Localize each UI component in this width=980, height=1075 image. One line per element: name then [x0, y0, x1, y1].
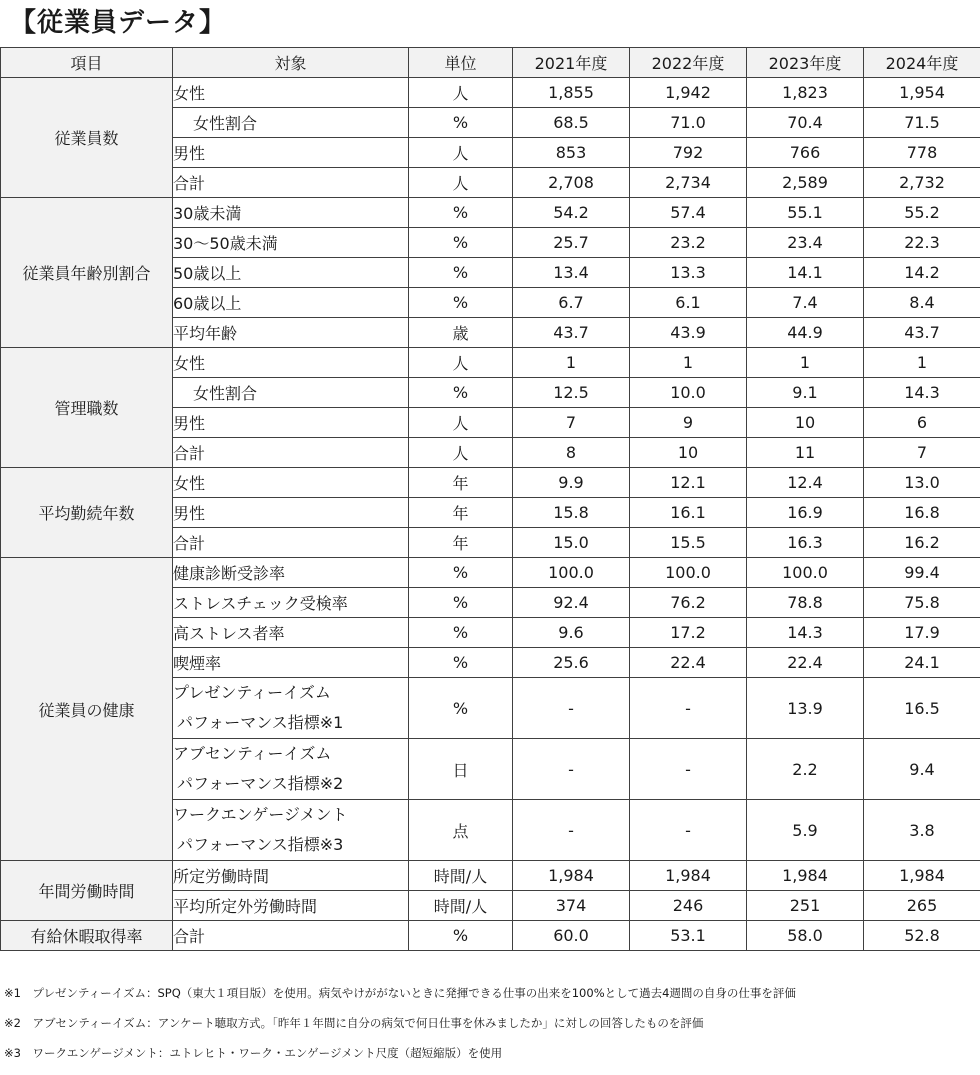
value-cell-fy2022: 53.1	[630, 921, 747, 951]
target-cell	[173, 168, 409, 198]
target-cell	[173, 318, 409, 348]
value-cell-fy2021: 25.6	[513, 648, 630, 678]
category-cell: 従業員年齢別割合	[1, 198, 173, 348]
target-label: 男性	[173, 414, 205, 433]
value-cell-fy2023: 2,589	[747, 168, 864, 198]
target-cell	[173, 498, 409, 528]
target-cell	[173, 528, 409, 558]
value-cell-fy2024: 24.1	[864, 648, 980, 678]
header-target: 対象	[173, 48, 409, 78]
value-cell-fy2023: 16.3	[747, 528, 864, 558]
value-cell-fy2022: 17.2	[630, 618, 747, 648]
target-cell	[173, 138, 409, 168]
value-cell-fy2023: 22.4	[747, 648, 864, 678]
unit-cell: %	[409, 288, 513, 318]
value-cell-fy2023: 1	[747, 348, 864, 378]
value-cell-fy2022: 76.2	[630, 588, 747, 618]
value-cell-fy2022: 100.0	[630, 558, 747, 588]
value-cell-fy2023: 10	[747, 408, 864, 438]
target-label: 平均年齢	[173, 324, 237, 343]
header-item: 項目	[1, 48, 173, 78]
value-cell-fy2021: 1,855	[513, 78, 630, 108]
unit-cell: %	[409, 198, 513, 228]
value-cell-fy2022: 9	[630, 408, 747, 438]
target-label: ワークエンゲージメント	[173, 805, 348, 824]
value-cell-fy2023: 55.1	[747, 198, 864, 228]
value-cell-fy2021: 15.0	[513, 528, 630, 558]
table-row	[1, 468, 980, 498]
value-cell-fy2023: 16.9	[747, 498, 864, 528]
value-cell-fy2021: 2,708	[513, 168, 630, 198]
value-cell-fy2023: 13.9	[747, 678, 864, 739]
value-cell-fy2021: 1,984	[513, 861, 630, 891]
value-cell-fy2022: 15.5	[630, 528, 747, 558]
value-cell-fy2023: 766	[747, 138, 864, 168]
target-cell	[173, 588, 409, 618]
value-cell-fy2024: 265	[864, 891, 980, 921]
value-cell-fy2024: 22.3	[864, 228, 980, 258]
value-cell-fy2021: 43.7	[513, 318, 630, 348]
value-cell-fy2021: 7	[513, 408, 630, 438]
value-cell-fy2022: 22.4	[630, 648, 747, 678]
target-label: 高ストレス者率	[173, 624, 285, 643]
value-cell-fy2023: 14.3	[747, 618, 864, 648]
footnote-1: ※1 プレゼンティーイズム：SPQ（東大１項目版）を使用。病気やけががないときに発揮できる仕事の出来を100%として過去4週間の自身の仕事を評価	[4, 985, 796, 1015]
value-cell-fy2024: 778	[864, 138, 980, 168]
value-cell-fy2022: 16.1	[630, 498, 747, 528]
target-label: 平均所定外労働時間	[173, 897, 317, 916]
value-cell-fy2021: -	[513, 800, 630, 861]
value-cell-fy2024: 1	[864, 348, 980, 378]
value-cell-fy2023: 58.0	[747, 921, 864, 951]
value-cell-fy2022: 13.3	[630, 258, 747, 288]
target-cell	[173, 861, 409, 891]
unit-cell: %	[409, 258, 513, 288]
value-cell-fy2023: 1,823	[747, 78, 864, 108]
target-label: プレゼンティーイズム	[173, 683, 331, 702]
value-cell-fy2023: 78.8	[747, 588, 864, 618]
table-row	[1, 78, 980, 108]
value-cell-fy2024: 99.4	[864, 558, 980, 588]
target-label: 女性	[173, 354, 205, 373]
value-cell-fy2021: 15.8	[513, 498, 630, 528]
target-label: アブセンティーイズム	[173, 744, 331, 763]
footnote-3: ※3 ワークエンゲージメント：ユトレヒト・ワーク・エンゲージメント尺度（超短縮版）を使用	[4, 1045, 796, 1075]
header-fy2021: 2021年度	[513, 48, 630, 78]
value-cell-fy2022: 12.1	[630, 468, 747, 498]
unit-cell: %	[409, 588, 513, 618]
page-title: 【従業員データ】	[10, 2, 226, 44]
unit-cell: 人	[409, 348, 513, 378]
value-cell-fy2023: 70.4	[747, 108, 864, 138]
table-row	[1, 348, 980, 378]
category-cell: 従業員の健康	[1, 558, 173, 861]
value-cell-fy2024: 9.4	[864, 739, 980, 800]
target-cell	[173, 800, 409, 861]
target-cell	[173, 108, 409, 138]
table-row	[1, 198, 980, 228]
value-cell-fy2024: 52.8	[864, 921, 980, 951]
value-cell-fy2023: 7.4	[747, 288, 864, 318]
target-cell	[173, 618, 409, 648]
target-label: 30歳未満	[173, 204, 241, 223]
table-header-row	[1, 48, 980, 78]
value-cell-fy2021: 54.2	[513, 198, 630, 228]
target-cell	[173, 438, 409, 468]
category-cell: 有給休暇取得率	[1, 921, 173, 951]
category-cell: 平均勤続年数	[1, 468, 173, 558]
value-cell-fy2022: 57.4	[630, 198, 747, 228]
unit-cell: %	[409, 558, 513, 588]
category-cell: 管理職数	[1, 348, 173, 468]
value-cell-fy2024: 71.5	[864, 108, 980, 138]
target-label: 合計	[173, 534, 205, 553]
unit-cell: 人	[409, 78, 513, 108]
target-label: 健康診断受診率	[173, 564, 285, 583]
unit-cell: %	[409, 648, 513, 678]
target-cell	[173, 921, 409, 951]
target-cell	[173, 678, 409, 739]
target-label-line2: パフォーマンス指標※1	[173, 708, 408, 738]
value-cell-fy2024: 8.4	[864, 288, 980, 318]
value-cell-fy2023: 5.9	[747, 800, 864, 861]
value-cell-fy2022: -	[630, 800, 747, 861]
target-cell	[173, 558, 409, 588]
target-label: 60歳以上	[173, 294, 241, 313]
unit-cell: 日	[409, 739, 513, 800]
unit-cell: 時間/人	[409, 891, 513, 921]
target-label: ストレスチェック受検率	[173, 594, 348, 613]
target-cell	[173, 408, 409, 438]
value-cell-fy2024: 43.7	[864, 318, 980, 348]
target-cell	[173, 739, 409, 800]
unit-cell: 人	[409, 138, 513, 168]
header-fy2022: 2022年度	[630, 48, 747, 78]
unit-cell: 人	[409, 438, 513, 468]
unit-cell: 年	[409, 498, 513, 528]
target-cell	[173, 228, 409, 258]
value-cell-fy2024: 1,954	[864, 78, 980, 108]
value-cell-fy2021: 12.5	[513, 378, 630, 408]
target-cell	[173, 891, 409, 921]
unit-cell: %	[409, 228, 513, 258]
value-cell-fy2022: -	[630, 739, 747, 800]
value-cell-fy2021: 92.4	[513, 588, 630, 618]
value-cell-fy2023: 2.2	[747, 739, 864, 800]
value-cell-fy2023: 14.1	[747, 258, 864, 288]
value-cell-fy2022: 1	[630, 348, 747, 378]
unit-cell: 歳	[409, 318, 513, 348]
unit-cell: 人	[409, 168, 513, 198]
category-cell: 従業員数	[1, 78, 173, 198]
value-cell-fy2021: -	[513, 678, 630, 739]
value-cell-fy2022: 1,942	[630, 78, 747, 108]
value-cell-fy2023: 1,984	[747, 861, 864, 891]
value-cell-fy2021: 374	[513, 891, 630, 921]
unit-cell: 点	[409, 800, 513, 861]
value-cell-fy2021: 60.0	[513, 921, 630, 951]
value-cell-fy2024: 16.8	[864, 498, 980, 528]
header-fy2023: 2023年度	[747, 48, 864, 78]
target-cell	[173, 648, 409, 678]
value-cell-fy2023: 23.4	[747, 228, 864, 258]
value-cell-fy2023: 100.0	[747, 558, 864, 588]
value-cell-fy2022: 10	[630, 438, 747, 468]
value-cell-fy2022: 6.1	[630, 288, 747, 318]
value-cell-fy2022: -	[630, 678, 747, 739]
target-label: 喫煙率	[173, 654, 221, 673]
target-cell	[173, 288, 409, 318]
value-cell-fy2022: 2,734	[630, 168, 747, 198]
unit-cell: %	[409, 921, 513, 951]
unit-cell: 人	[409, 408, 513, 438]
value-cell-fy2021: 13.4	[513, 258, 630, 288]
unit-cell: 年	[409, 528, 513, 558]
target-label: 30～50歳未満	[173, 234, 278, 253]
target-label: 男性	[173, 144, 205, 163]
value-cell-fy2024: 13.0	[864, 468, 980, 498]
value-cell-fy2022: 71.0	[630, 108, 747, 138]
target-label: 男性	[173, 504, 205, 523]
value-cell-fy2021: 6.7	[513, 288, 630, 318]
value-cell-fy2023: 44.9	[747, 318, 864, 348]
target-cell	[173, 258, 409, 288]
target-label: 女性	[173, 474, 205, 493]
value-cell-fy2024: 75.8	[864, 588, 980, 618]
value-cell-fy2024: 16.2	[864, 528, 980, 558]
target-label: 合計	[173, 444, 205, 463]
employee-data-table	[0, 47, 980, 951]
value-cell-fy2024: 55.2	[864, 198, 980, 228]
unit-cell: %	[409, 378, 513, 408]
value-cell-fy2022: 246	[630, 891, 747, 921]
table-row	[1, 921, 980, 951]
target-label-line2: パフォーマンス指標※2	[173, 769, 408, 799]
value-cell-fy2024: 3.8	[864, 800, 980, 861]
target-cell	[173, 78, 409, 108]
target-cell	[173, 348, 409, 378]
unit-cell: %	[409, 108, 513, 138]
value-cell-fy2024: 14.3	[864, 378, 980, 408]
value-cell-fy2022: 23.2	[630, 228, 747, 258]
header-fy2024: 2024年度	[864, 48, 980, 78]
value-cell-fy2024: 6	[864, 408, 980, 438]
value-cell-fy2021: 9.6	[513, 618, 630, 648]
footnote-2: ※2 アブセンティーイズム：アンケート聴取方式。「昨年１年間に自分の病気で何日仕事を休みましたか」に対しの回答したものを評価	[4, 1015, 796, 1045]
target-label: 女性	[173, 84, 205, 103]
value-cell-fy2022: 10.0	[630, 378, 747, 408]
value-cell-fy2024: 1,984	[864, 861, 980, 891]
value-cell-fy2021: 68.5	[513, 108, 630, 138]
value-cell-fy2023: 251	[747, 891, 864, 921]
value-cell-fy2023: 11	[747, 438, 864, 468]
value-cell-fy2023: 9.1	[747, 378, 864, 408]
value-cell-fy2021: 100.0	[513, 558, 630, 588]
value-cell-fy2021: -	[513, 739, 630, 800]
target-label: 所定労働時間	[173, 867, 269, 886]
category-cell: 年間労働時間	[1, 861, 173, 921]
unit-cell: 時間/人	[409, 861, 513, 891]
table-body	[1, 78, 980, 951]
value-cell-fy2021: 1	[513, 348, 630, 378]
value-cell-fy2024: 17.9	[864, 618, 980, 648]
target-cell	[173, 198, 409, 228]
target-label-line2: パフォーマンス指標※3	[173, 830, 408, 860]
unit-cell: %	[409, 618, 513, 648]
value-cell-fy2022: 1,984	[630, 861, 747, 891]
table-row	[1, 558, 980, 588]
target-label: 合計	[173, 927, 205, 946]
target-label: 女性割合	[193, 384, 257, 403]
value-cell-fy2022: 43.9	[630, 318, 747, 348]
target-cell	[173, 468, 409, 498]
value-cell-fy2022: 792	[630, 138, 747, 168]
target-label: 50歳以上	[173, 264, 241, 283]
unit-cell: %	[409, 678, 513, 739]
target-cell	[173, 378, 409, 408]
value-cell-fy2021: 9.9	[513, 468, 630, 498]
value-cell-fy2024: 2,732	[864, 168, 980, 198]
unit-cell: 年	[409, 468, 513, 498]
value-cell-fy2021: 25.7	[513, 228, 630, 258]
header-unit: 単位	[409, 48, 513, 78]
footnotes	[4, 985, 796, 1075]
value-cell-fy2024: 14.2	[864, 258, 980, 288]
table-row	[1, 861, 980, 891]
value-cell-fy2023: 12.4	[747, 468, 864, 498]
value-cell-fy2021: 853	[513, 138, 630, 168]
target-label: 女性割合	[193, 114, 257, 133]
target-label: 合計	[173, 174, 205, 193]
value-cell-fy2024: 16.5	[864, 678, 980, 739]
value-cell-fy2024: 7	[864, 438, 980, 468]
value-cell-fy2021: 8	[513, 438, 630, 468]
